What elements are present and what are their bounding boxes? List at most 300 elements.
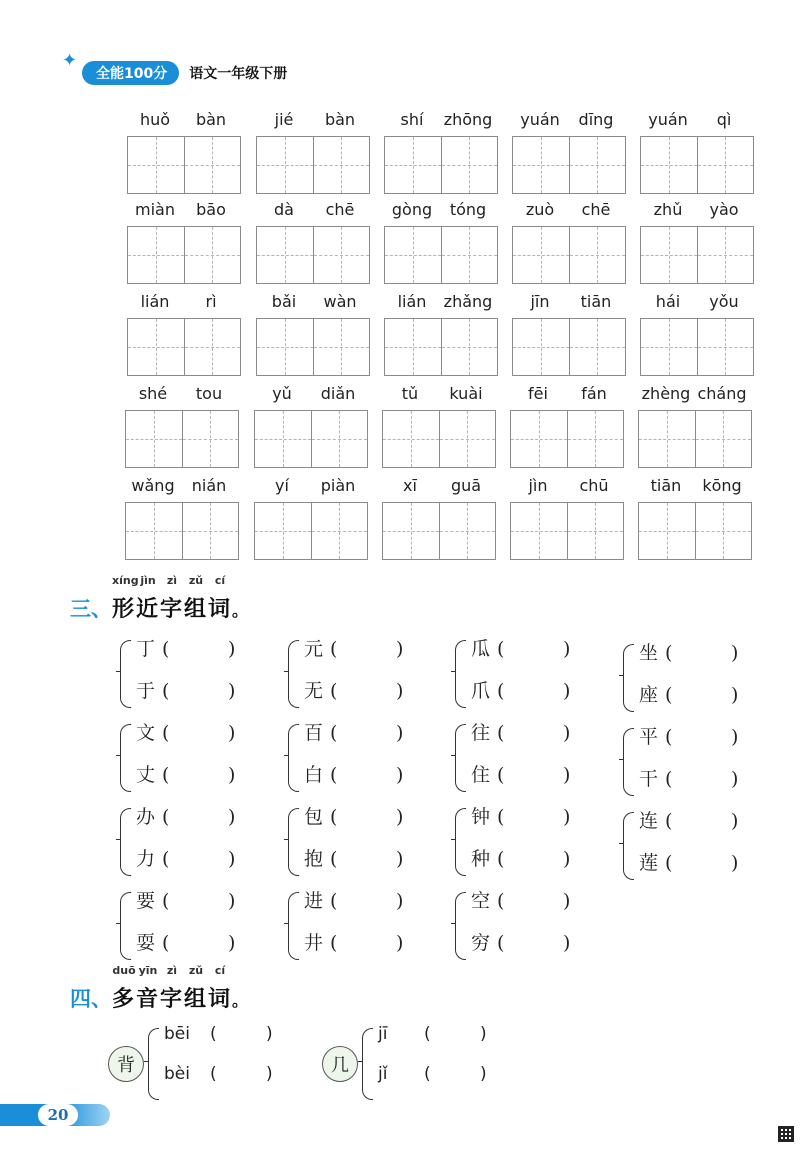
pinyin-label	[382, 384, 496, 406]
close-paren: )	[228, 806, 236, 828]
tianzige-cell[interactable]	[439, 503, 496, 559]
close-paren: )	[731, 642, 739, 664]
character: 于	[136, 680, 156, 702]
close-paren: )	[731, 684, 739, 706]
tianzige-cell[interactable]	[441, 227, 498, 283]
pinyin-syllable: yǒu	[709, 292, 739, 311]
character: 力	[136, 848, 156, 870]
pinyin-label	[256, 110, 370, 132]
open-paren: (	[665, 726, 673, 748]
tianzige-box[interactable]	[256, 226, 370, 284]
tianzige-cell[interactable]	[128, 137, 184, 193]
similar-character-pair	[623, 722, 753, 802]
pinyin-label	[254, 476, 368, 498]
tianzige-cell[interactable]	[383, 411, 439, 467]
word-blank[interactable]	[471, 886, 570, 913]
pinyin-syllable: miàn	[135, 200, 175, 219]
close-paren: )	[228, 932, 236, 954]
tianzige-cell[interactable]	[641, 319, 697, 375]
pinyin-syllable: bǎi	[271, 292, 297, 311]
word-blank[interactable]	[471, 676, 570, 703]
word-blank[interactable]	[639, 848, 738, 875]
pinyin-label	[640, 200, 754, 222]
reading-blank[interactable]	[378, 1064, 487, 1084]
tianzige-cell[interactable]	[697, 137, 754, 193]
tianzige-box[interactable]	[384, 136, 498, 194]
tianzige-box[interactable]	[384, 226, 498, 284]
close-paren: )	[396, 764, 404, 786]
tianzige-cell[interactable]	[385, 227, 441, 283]
tianzige-cell[interactable]	[184, 227, 241, 283]
title-pinyin	[112, 964, 232, 977]
section-number: 三、	[70, 596, 112, 621]
open-paren: (	[665, 768, 673, 790]
word-blank[interactable]	[471, 634, 570, 661]
title-period: 。	[232, 991, 251, 1010]
tianzige-box[interactable]	[512, 136, 626, 194]
brace-icon	[120, 640, 131, 708]
star-icon: ✦	[62, 50, 78, 71]
pinyin-syllable: zuò	[525, 200, 555, 219]
brace-icon	[455, 724, 466, 792]
reading-pinyin: bèi	[164, 1064, 190, 1084]
pinyin-syllable: zhèng	[641, 384, 691, 403]
word-blank[interactable]	[304, 844, 403, 871]
pinyin-syllable: shé	[138, 384, 168, 403]
character: 包	[304, 806, 324, 828]
section-number: 四、	[70, 986, 112, 1011]
pinyin-syllable: shí	[400, 110, 424, 129]
word-blank[interactable]	[304, 928, 403, 955]
tianzige-box[interactable]	[512, 318, 626, 376]
tianzige-box[interactable]	[640, 226, 754, 284]
tianzige-box[interactable]	[127, 226, 241, 284]
open-paren: (	[330, 890, 338, 912]
tianzige-cell[interactable]	[513, 319, 569, 375]
word-blank[interactable]	[471, 760, 570, 787]
pinyin-syllable: tiān	[580, 292, 612, 311]
character: 往	[471, 722, 491, 744]
brace-icon	[288, 808, 299, 876]
brace-icon	[288, 724, 299, 792]
pinyin-label	[638, 476, 752, 498]
character: 连	[639, 810, 659, 832]
open-paren: (	[665, 810, 673, 832]
open-paren: (	[497, 932, 505, 954]
close-paren: )	[266, 1024, 273, 1044]
tianzige-cell[interactable]	[385, 137, 441, 193]
word-blank[interactable]	[639, 680, 738, 707]
similar-character-pair	[455, 802, 585, 882]
tianzige-cell[interactable]	[184, 137, 241, 193]
open-paren: (	[162, 722, 170, 744]
close-paren: )	[731, 726, 739, 748]
pinyin-label	[127, 292, 241, 314]
tianzige-cell[interactable]	[255, 411, 311, 467]
word-blank[interactable]	[639, 638, 738, 665]
open-paren: (	[497, 680, 505, 702]
word-blank[interactable]	[136, 844, 235, 871]
close-paren: )	[731, 810, 739, 832]
title-pinyin-syllable: zǔ	[188, 964, 204, 977]
tianzige-cell[interactable]	[311, 411, 368, 467]
tianzige-box[interactable]	[127, 318, 241, 376]
tianzige-box[interactable]	[384, 318, 498, 376]
word-blank[interactable]	[136, 802, 235, 829]
word-blank[interactable]	[639, 764, 738, 791]
tianzige-cell[interactable]	[126, 503, 182, 559]
page-number: 20	[38, 1104, 78, 1126]
tianzige-cell[interactable]	[511, 411, 567, 467]
word-blank[interactable]	[639, 722, 738, 749]
tianzige-cell[interactable]	[311, 503, 368, 559]
pinyin-syllable: tiān	[650, 476, 682, 495]
open-paren: (	[424, 1024, 431, 1044]
close-paren: )	[563, 722, 571, 744]
open-paren: (	[497, 890, 505, 912]
tianzige-box[interactable]	[510, 410, 624, 468]
tianzige-box[interactable]	[510, 502, 624, 560]
close-paren: )	[563, 680, 571, 702]
tianzige-box[interactable]	[254, 502, 368, 560]
close-paren: )	[396, 890, 404, 912]
tianzige-cell[interactable]	[513, 137, 569, 193]
tianzige-cell[interactable]	[128, 227, 184, 283]
character: 井	[304, 932, 324, 954]
book-title: 语文一年级下册	[189, 66, 288, 82]
character: 钟	[471, 806, 491, 828]
word-blank[interactable]	[136, 886, 235, 913]
word-blank[interactable]	[136, 634, 235, 661]
section-title: xíng jìn zì zǔ cí 形近字组词	[112, 574, 233, 622]
title-period: 。	[232, 601, 251, 620]
tianzige-cell[interactable]	[569, 137, 626, 193]
similar-character-pair	[288, 718, 418, 798]
word-blank[interactable]	[304, 718, 403, 745]
tianzige-cell[interactable]	[641, 227, 697, 283]
pinyin-syllable: qì	[716, 110, 732, 129]
word-blank[interactable]	[136, 760, 235, 787]
pinyin-label	[125, 384, 239, 406]
character: 进	[304, 890, 324, 912]
pinyin-syllable: yǔ	[272, 384, 292, 403]
title-pinyin-syllable: yīn	[138, 964, 158, 977]
tianzige-cell[interactable]	[439, 411, 496, 467]
character: 坐	[639, 642, 659, 664]
tianzige-box[interactable]	[256, 136, 370, 194]
reading-blank[interactable]	[164, 1024, 273, 1044]
character: 无	[304, 680, 324, 702]
brace-icon	[455, 808, 466, 876]
open-paren: (	[162, 638, 170, 660]
open-paren: (	[210, 1064, 217, 1084]
close-paren: )	[563, 638, 571, 660]
character: 住	[471, 764, 491, 786]
title-pinyin-syllable: zì	[166, 574, 178, 587]
pinyin-syllable: dà	[274, 200, 294, 219]
word-blank[interactable]	[639, 806, 738, 833]
open-paren: (	[497, 806, 505, 828]
similar-character-pair	[623, 638, 753, 718]
tianzige-cell[interactable]	[126, 411, 182, 467]
tianzige-cell[interactable]	[383, 503, 439, 559]
tianzige-cell[interactable]	[695, 503, 752, 559]
pinyin-syllable: cháng	[697, 384, 747, 403]
character: 百	[304, 722, 324, 744]
similar-character-pair	[455, 886, 585, 966]
reading-pinyin: bēi	[164, 1024, 190, 1044]
tianzige-cell[interactable]	[697, 319, 754, 375]
tianzige-cell[interactable]	[257, 227, 313, 283]
brace-icon	[120, 892, 131, 960]
tianzige-cell[interactable]	[182, 411, 239, 467]
character: 瓜	[471, 638, 491, 660]
tianzige-cell[interactable]	[641, 137, 697, 193]
word-blank[interactable]	[136, 718, 235, 745]
open-paren: (	[497, 764, 505, 786]
character: 莲	[639, 852, 659, 874]
brace-icon	[623, 728, 634, 796]
close-paren: )	[396, 848, 404, 870]
reading-blank[interactable]	[164, 1064, 273, 1084]
pinyin-syllable: huǒ	[139, 110, 171, 129]
word-blank[interactable]	[304, 676, 403, 703]
tianzige-box[interactable]	[256, 318, 370, 376]
brace-icon	[623, 644, 634, 712]
open-paren: (	[210, 1024, 217, 1044]
pinyin-label	[382, 476, 496, 498]
open-paren: (	[330, 848, 338, 870]
tianzige-box[interactable]	[127, 136, 241, 194]
tianzige-box[interactable]	[512, 226, 626, 284]
title-pinyin-syllable: zǔ	[188, 574, 204, 587]
close-paren: )	[563, 848, 571, 870]
tianzige-cell[interactable]	[441, 319, 498, 375]
close-paren: )	[731, 852, 739, 874]
title-pinyin-syllable: cí	[214, 964, 226, 977]
pinyin-syllable: kōng	[702, 476, 742, 495]
brace-icon	[120, 724, 131, 792]
open-paren: (	[665, 852, 673, 874]
word-blank[interactable]	[304, 802, 403, 829]
pinyin-syllable: wǎng	[131, 476, 175, 495]
open-paren: (	[665, 642, 673, 664]
character: 平	[639, 726, 659, 748]
pinyin-syllable: yào	[709, 200, 739, 219]
pinyin-syllable: bàn	[195, 110, 227, 129]
pinyin-label	[384, 292, 498, 314]
pinyin-label	[254, 384, 368, 406]
pinyin-syllable: tou	[195, 384, 223, 403]
pinyin-syllable: zhǎng	[443, 292, 493, 311]
title-pinyin-syllable: zì	[166, 964, 178, 977]
similar-character-pair	[288, 886, 418, 966]
character: 元	[304, 638, 324, 660]
brace-icon	[288, 892, 299, 960]
open-paren: (	[330, 806, 338, 828]
tianzige-cell[interactable]	[511, 503, 567, 559]
tianzige-box[interactable]	[382, 410, 496, 468]
brace-icon	[288, 640, 299, 708]
similar-character-pair	[623, 806, 753, 886]
pinyin-label	[127, 200, 241, 222]
tianzige-cell[interactable]	[313, 227, 370, 283]
similar-character-pair	[455, 634, 585, 714]
tianzige-cell[interactable]	[255, 503, 311, 559]
tianzige-cell[interactable]	[569, 227, 626, 283]
pinyin-label	[384, 110, 498, 132]
polyphonic-character: 几	[322, 1046, 358, 1082]
similar-character-pair	[120, 886, 250, 966]
pinyin-syllable: jìn	[528, 476, 548, 495]
character: 座	[639, 684, 659, 706]
close-paren: )	[731, 768, 739, 790]
word-blank[interactable]	[304, 634, 403, 661]
similar-character-pair	[120, 634, 250, 714]
tianzige-cell[interactable]	[182, 503, 239, 559]
character: 干	[639, 768, 659, 790]
pinyin-label	[384, 200, 498, 222]
open-paren: (	[497, 722, 505, 744]
brace-icon	[362, 1028, 373, 1100]
similar-character-pair	[455, 718, 585, 798]
pinyin-syllable: xī	[403, 476, 417, 495]
similar-character-pair	[120, 802, 250, 882]
character: 丈	[136, 764, 156, 786]
tianzige-box[interactable]	[125, 502, 239, 560]
close-paren: )	[266, 1064, 273, 1084]
word-blank[interactable]	[136, 928, 235, 955]
pinyin-syllable: hái	[655, 292, 681, 311]
tianzige-cell[interactable]	[569, 319, 626, 375]
pinyin-syllable: tǔ	[401, 384, 419, 403]
pinyin-syllable: nián	[191, 476, 227, 495]
pinyin-syllable: wàn	[323, 292, 357, 311]
tianzige-cell[interactable]	[257, 137, 313, 193]
character: 空	[471, 890, 491, 912]
tianzige-box[interactable]	[640, 136, 754, 194]
open-paren: (	[665, 684, 673, 706]
pinyin-label	[510, 384, 624, 406]
open-paren: (	[162, 848, 170, 870]
close-paren: )	[396, 722, 404, 744]
character: 抱	[304, 848, 324, 870]
tianzige-box[interactable]	[382, 502, 496, 560]
open-paren: (	[162, 680, 170, 702]
title-pinyin-syllable: duō	[112, 964, 136, 977]
close-paren: )	[563, 932, 571, 954]
character: 办	[136, 806, 156, 828]
tianzige-cell[interactable]	[567, 411, 624, 467]
pinyin-label	[125, 476, 239, 498]
brand-badge: 全能100分	[82, 61, 179, 85]
close-paren: )	[480, 1024, 487, 1044]
similar-character-pair	[288, 634, 418, 714]
tianzige-cell[interactable]	[567, 503, 624, 559]
tianzige-box[interactable]	[125, 410, 239, 468]
open-paren: (	[162, 890, 170, 912]
word-blank[interactable]	[304, 760, 403, 787]
section-4-heading	[70, 964, 251, 1013]
open-paren: (	[330, 638, 338, 660]
pinyin-label	[512, 110, 626, 132]
pinyin-syllable: diǎn	[320, 384, 356, 403]
open-paren: (	[162, 806, 170, 828]
pinyin-syllable: zhǔ	[653, 200, 683, 219]
close-paren: )	[563, 764, 571, 786]
title-pinyin-syllable: cí	[214, 574, 226, 587]
pinyin-syllable: fēi	[528, 384, 548, 403]
pinyin-syllable: rì	[205, 292, 217, 311]
title-pinyin-syllable: xíng	[112, 574, 139, 587]
tianzige-cell[interactable]	[313, 319, 370, 375]
tianzige-cell[interactable]	[639, 503, 695, 559]
pinyin-label	[512, 292, 626, 314]
pinyin-syllable: guā	[450, 476, 482, 495]
pinyin-syllable: tóng	[449, 200, 487, 219]
brace-icon	[623, 812, 634, 880]
tianzige-cell[interactable]	[128, 319, 184, 375]
word-blank[interactable]	[471, 718, 570, 745]
tianzige-cell[interactable]	[184, 319, 241, 375]
tianzige-cell[interactable]	[695, 411, 752, 467]
open-paren: (	[330, 722, 338, 744]
pinyin-syllable: chē	[581, 200, 611, 219]
word-blank[interactable]	[136, 676, 235, 703]
tianzige-cell[interactable]	[441, 137, 498, 193]
pinyin-syllable: jīn	[530, 292, 550, 311]
reading-pinyin: jǐ	[378, 1064, 388, 1084]
tianzige-cell[interactable]	[513, 227, 569, 283]
close-paren: )	[396, 932, 404, 954]
word-blank[interactable]	[304, 886, 403, 913]
pinyin-syllable: jié	[274, 110, 294, 129]
close-paren: )	[563, 890, 571, 912]
similar-character-pair	[288, 802, 418, 882]
tianzige-cell[interactable]	[385, 319, 441, 375]
word-blank[interactable]	[471, 928, 570, 955]
pinyin-syllable: bàn	[324, 110, 356, 129]
word-blank[interactable]	[471, 802, 570, 829]
reading-blank[interactable]	[378, 1024, 487, 1044]
tianzige-cell[interactable]	[697, 227, 754, 283]
pinyin-syllable: lián	[140, 292, 170, 311]
open-paren: (	[424, 1064, 431, 1084]
close-paren: )	[563, 806, 571, 828]
brace-icon	[455, 640, 466, 708]
pinyin-syllable: dīng	[578, 110, 614, 129]
brace-icon	[148, 1028, 159, 1100]
pinyin-label	[127, 110, 241, 132]
tianzige-box[interactable]	[638, 502, 752, 560]
pinyin-syllable: yuán	[520, 110, 560, 129]
tianzige-box[interactable]	[640, 318, 754, 376]
character: 白	[304, 764, 324, 786]
tianzige-cell[interactable]	[639, 411, 695, 467]
tianzige-cell[interactable]	[257, 319, 313, 375]
word-blank[interactable]	[471, 844, 570, 871]
open-paren: (	[497, 638, 505, 660]
pinyin-syllable: lián	[397, 292, 427, 311]
close-paren: )	[396, 680, 404, 702]
tianzige-box[interactable]	[254, 410, 368, 468]
character: 穷	[471, 932, 491, 954]
title-pinyin-syllable: jìn	[140, 574, 156, 587]
tianzige-cell[interactable]	[313, 137, 370, 193]
title-pinyin	[112, 574, 232, 587]
tianzige-box[interactable]	[638, 410, 752, 468]
polyphonic-character: 背	[108, 1046, 144, 1082]
